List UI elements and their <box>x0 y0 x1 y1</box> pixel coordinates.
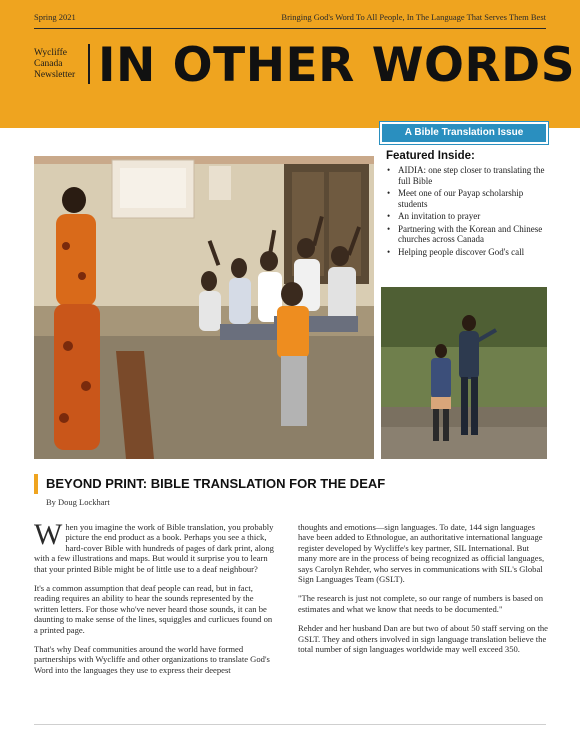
walking-photo <box>381 287 547 459</box>
bullet-icon: • <box>387 165 391 175</box>
featured-list <box>386 165 548 257</box>
article-paragraph: "The research is just not complete, so our range of numbers is based on estimates and what we know that needs to be documented." <box>298 593 544 614</box>
article-paragraph: When you imagine the work of Bible translation, you probably picture the end product as a book. Perhaps you see a thick, hard-cover Bible with hundreds of pages of dark print, along with a few illustrations and maps. But would it surprise you to learn that your printed Bible might be of little use to a deaf neighbour? <box>34 518 274 574</box>
org-line-3: Newsletter <box>34 70 76 80</box>
bullet-icon: • <box>387 211 391 221</box>
article-byline: By Doug Lockhart <box>46 497 110 507</box>
article-paragraph: Rehder and her husband Dan are but two of about 50 staff serving on the GSLT. They and others involved in sign language translation believe the total number of sign languages worldwide may well exceed 350. <box>298 623 548 655</box>
classroom-photo-image <box>34 156 374 459</box>
article-title: BEYOND PRINT: BIBLE TRANSLATION FOR THE DEAF <box>34 474 385 494</box>
featured-item: • Meet one of our Payap scholarship students <box>387 188 524 209</box>
walking-photo-image <box>381 287 547 459</box>
header-rule <box>34 28 546 29</box>
featured-item: • Partnering with the Korean and Chinese churches across Canada <box>387 223 543 244</box>
issue-season: Spring 2021 <box>34 12 76 22</box>
featured-item: • AIDIA: one step closer to translating the full Bible <box>387 165 545 186</box>
drop-cap: W <box>34 518 63 551</box>
org-line-1: Wycliffe <box>34 48 68 58</box>
featured-item: • An invitation to prayer <box>387 211 481 221</box>
article-paragraph: It's a common assumption that deaf people can read, but in fact, reading requires an ability to hear the sounds represented by the written letters. For those who've never heard those sounds, it can be daunting to make sense of the lines, squiggles and curlicues found on a printed page. <box>34 583 273 635</box>
org-line-2: Canada <box>34 59 63 69</box>
featured-heading: Featured Inside: <box>386 150 475 162</box>
article-column-left <box>34 518 278 684</box>
page-bottom-rule <box>34 724 546 725</box>
bullet-icon: • <box>387 223 391 234</box>
masthead-banner <box>0 0 580 128</box>
featured-inside <box>386 150 548 259</box>
article-paragraph: That's why Deaf communities around the world have formed partnerships with Wycliffe and other organizations to translate God's Word into the languages they use to express their deepest <box>34 644 270 675</box>
featured-item: • Helping people discover God's call <box>387 246 525 257</box>
classroom-photo <box>34 156 374 459</box>
article-column-right <box>298 522 548 663</box>
article-paragraph: thoughts and emotions—sign languages. To date, 144 sign languages have been added to Ethnologue, an authoritative international language register developed by Wycliffe's key partner, SIL International. But many more are in the process of being recognized as official languages, says Carolyn Rehder, who serves in communications with SIL's Global Sign Languages Team (GSLT). <box>298 522 545 585</box>
issue-banner: A Bible Translation Issue <box>380 122 548 144</box>
org-name <box>34 48 84 81</box>
masthead-divider <box>88 44 90 84</box>
bullet-icon: • <box>387 246 391 257</box>
bullet-icon: • <box>387 188 391 198</box>
newsletter-title: IN OTHER WORDS <box>98 38 576 93</box>
top-line <box>34 12 546 26</box>
tagline: Bringing God's Word To All People, In The Language That Serves Them Best <box>281 12 546 22</box>
